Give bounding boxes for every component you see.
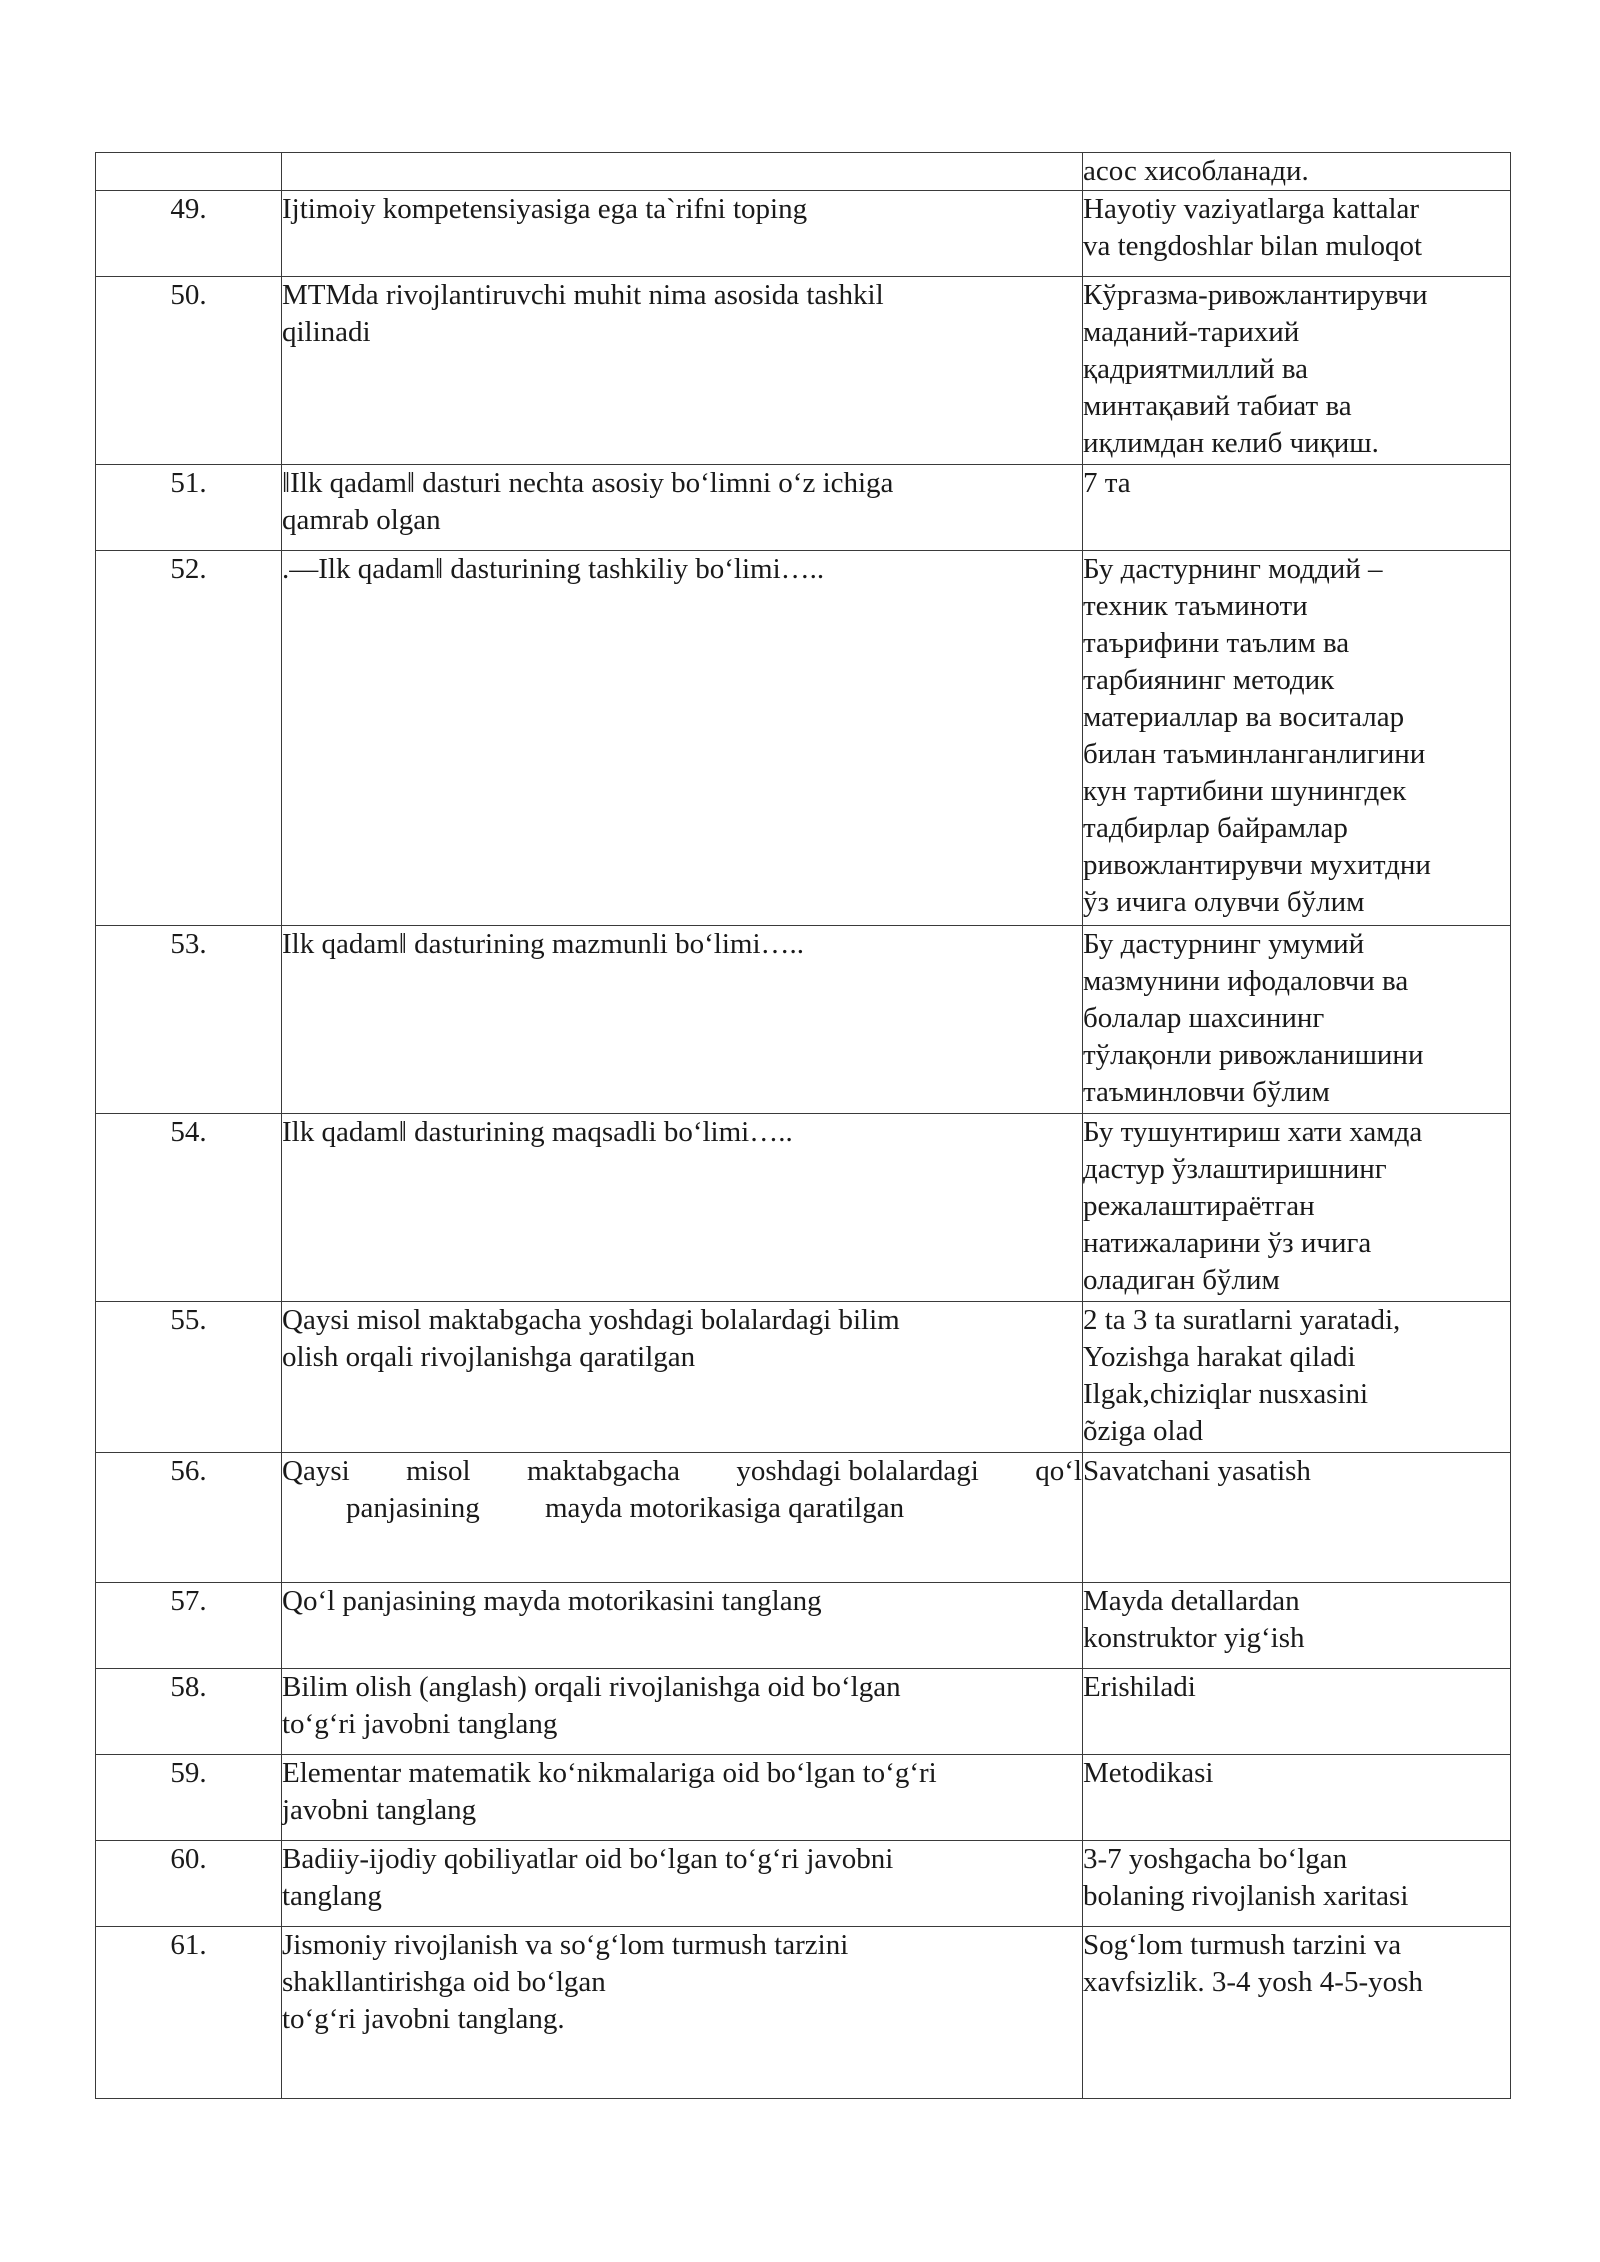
question-line: Ilk qadam‖ dasturining mazmunli bo‘limi….. — [282, 928, 804, 960]
question-line: Jismoniy rivojlanish va so‘g‘lom turmush tarzini — [282, 1929, 849, 1961]
question-cell — [282, 277, 1083, 465]
answer-line: 3-7 yoshgacha bo‘lgan — [1083, 1843, 1348, 1875]
answer-line: тўлақонли ривожланишини — [1083, 1039, 1424, 1071]
question-cell — [282, 1669, 1083, 1755]
table-row — [96, 1927, 1511, 2099]
answer-line: таъминловчи бўлим — [1083, 1076, 1330, 1108]
question-cell — [282, 551, 1083, 926]
question-line: javobni tanglang — [282, 1794, 477, 1826]
question-number: 53. — [96, 926, 282, 1114]
question-cell — [282, 1927, 1083, 2099]
answer-line: va tengdoshlar bilan muloqot — [1083, 230, 1423, 262]
answer-cell — [1083, 277, 1511, 465]
answer-line: Metodikasi — [1083, 1757, 1214, 1789]
answer-line: 2 ta 3 ta suratlarni yaratadi, — [1083, 1304, 1401, 1336]
question-line: to‘g‘ri javobni tanglang. — [282, 2003, 565, 2035]
answer-line: иқлимдан келиб чиқиш. — [1083, 427, 1379, 459]
table-row — [96, 551, 1511, 926]
question-number: 55. — [96, 1302, 282, 1453]
answer-cell — [1083, 153, 1511, 191]
question-line: panjasining mayda motorikasiga qaratilgan — [346, 1492, 905, 1524]
answer-line: Sog‘lom turmush tarzini va — [1083, 1929, 1402, 1961]
question-number: 58. — [96, 1669, 282, 1755]
answer-line: маданий-тарихий — [1083, 316, 1300, 348]
answer-line: konstruktor yig‘ish — [1083, 1622, 1305, 1654]
answer-cell — [1083, 1841, 1511, 1927]
answer-cell — [1083, 551, 1511, 926]
question-cell — [282, 465, 1083, 551]
question-line: qilinadi — [282, 316, 371, 348]
question-line: tanglang — [282, 1880, 382, 1912]
qa-table-body — [96, 153, 1511, 2099]
table-row — [96, 153, 1511, 191]
answer-line: xavfsizlik. 3-4 yosh 4-5-yosh — [1083, 1966, 1423, 1998]
answer-line: Ilgak,chiziqlar nusxasini — [1083, 1378, 1369, 1410]
answer-line: Mayda detallardan — [1083, 1585, 1300, 1617]
question-word: misol — [406, 1455, 471, 1487]
question-line: shakllantirishga oid bo‘lgan — [282, 1966, 606, 1998]
answer-cell — [1083, 1453, 1511, 1583]
answer-line: Бу дастурнинг умумий — [1083, 928, 1365, 960]
table-row — [96, 1841, 1511, 1927]
question-line: MTMda rivojlantiruvchi muhit nima asosida tashkil — [282, 279, 884, 311]
question-line: Bilim olish (anglash) orqali rivojlanishga oid bo‘lgan — [282, 1671, 901, 1703]
answer-cell — [1083, 1583, 1511, 1669]
answer-line: материаллар ва воситалар — [1083, 701, 1405, 733]
answer-cell — [1083, 1927, 1511, 2099]
question-line: olish orqali rivojlanishga qaratilgan — [282, 1341, 696, 1373]
answer-line: натижаларини ўз ичига — [1083, 1227, 1372, 1259]
answer-line: Erishiladi — [1083, 1671, 1196, 1703]
table-row — [96, 1669, 1511, 1755]
question-cell — [282, 1755, 1083, 1841]
question-number: 51. — [96, 465, 282, 551]
question-word: yoshdagi bolalardagi — [736, 1455, 979, 1487]
question-word: maktabgacha — [526, 1455, 680, 1487]
question-line: Qo‘l panjasining mayda motorikasini tanglang — [282, 1585, 822, 1617]
answer-cell — [1083, 1755, 1511, 1841]
question-number: 56. — [96, 1453, 282, 1583]
table-row — [96, 191, 1511, 277]
answer-line: 7 та — [1083, 467, 1131, 499]
question-number: 61. — [96, 1927, 282, 2099]
table-row — [96, 465, 1511, 551]
question-line: Badiiy-ijodiy qobiliyatlar oid bo‘lgan to‘g‘ri javobni — [282, 1843, 894, 1875]
answer-cell — [1083, 1114, 1511, 1302]
answer-line: Yozishga harakat qiladi — [1083, 1341, 1356, 1373]
answer-cell — [1083, 191, 1511, 277]
question-number — [96, 153, 282, 191]
question-cell — [282, 153, 1083, 191]
question-number: 50. — [96, 277, 282, 465]
question-line: Ijtimoiy kompetensiyasiga ega ta`rifni toping — [282, 193, 808, 225]
answer-line: bolaning rivojlanish xaritasi — [1083, 1880, 1409, 1912]
answer-line: кун тартибини шунингдек — [1083, 775, 1407, 807]
question-line: ‖Ilk qadam‖ dasturi nechta asosiy bo‘limni o‘z ichiga — [282, 467, 894, 499]
answer-line: режалаштираётган — [1083, 1190, 1315, 1222]
answer-cell — [1083, 1302, 1511, 1453]
question-line: to‘g‘ri javobni tanglang — [282, 1708, 558, 1740]
answer-line: Savatchani yasatish — [1083, 1455, 1311, 1487]
question-number: 57. — [96, 1583, 282, 1669]
table-row — [96, 1302, 1511, 1453]
answer-line: билан таъминланганлигини — [1083, 738, 1426, 770]
question-line: Qaysi misol maktabgacha yoshdagi bolalardagi bilim — [282, 1304, 900, 1336]
answer-line: тарбиянинг методик — [1083, 664, 1335, 696]
answer-line: ривожлантирувчи мухитдни — [1083, 849, 1431, 881]
qa-table — [95, 152, 1511, 2099]
question-number: 52. — [96, 551, 282, 926]
answer-cell — [1083, 926, 1511, 1114]
question-cell — [282, 1453, 1083, 1583]
question-line — [282, 1453, 1082, 1490]
question-cell — [282, 1841, 1083, 1927]
answer-line: оладиган бўлим — [1083, 1264, 1280, 1296]
answer-line: таърифини таълим ва — [1083, 627, 1350, 659]
answer-line: мазмунини ифодаловчи ва — [1083, 965, 1409, 997]
question-cell — [282, 1114, 1083, 1302]
question-cell — [282, 1302, 1083, 1453]
answer-line: Бу тушунтириш хати хамда — [1083, 1116, 1423, 1148]
answer-line: õziga olad — [1083, 1415, 1203, 1447]
question-line: .―Ilk qadam‖ dasturining tashkiliy bo‘limi….. — [282, 553, 825, 585]
answer-line: тадбирлар байрамлар — [1083, 812, 1348, 844]
table-row — [96, 277, 1511, 465]
question-line: Ilk qadam‖ dasturining maqsadli bo‘limi….. — [282, 1116, 793, 1148]
table-row — [96, 926, 1511, 1114]
answer-line: минтақавий табиат ва — [1083, 390, 1352, 422]
question-cell — [282, 926, 1083, 1114]
question-line: Elementar matematik ko‘nikmalariga oid bo‘lgan to‘g‘ri — [282, 1757, 937, 1789]
answer-cell — [1083, 465, 1511, 551]
question-cell — [282, 1583, 1083, 1669]
table-row — [96, 1755, 1511, 1841]
answer-line: қадриятмиллий ва — [1083, 353, 1309, 385]
answer-line: Бу дастурнинг моддий – — [1083, 553, 1383, 585]
answer-line: техник таъминоти — [1083, 590, 1308, 622]
question-word: Qaysi — [282, 1455, 350, 1487]
answer-line: Hayotiy vaziyatlarga kattalar — [1083, 193, 1420, 225]
question-cell — [282, 191, 1083, 277]
question-word: qo‘l — [1035, 1455, 1082, 1487]
table-row — [96, 1114, 1511, 1302]
answer-line: болалар шахсининг — [1083, 1002, 1325, 1034]
question-number: 60. — [96, 1841, 282, 1927]
answer-cell — [1083, 1669, 1511, 1755]
answer-line: ўз ичига олувчи бўлим — [1083, 886, 1365, 918]
answer-line: Кўргазма-ривожлантирувчи — [1083, 279, 1428, 311]
answer-line: асос хисобланади. — [1083, 155, 1309, 187]
table-row — [96, 1583, 1511, 1669]
question-number: 49. — [96, 191, 282, 277]
question-number: 54. — [96, 1114, 282, 1302]
question-number: 59. — [96, 1755, 282, 1841]
question-line: qamrab olgan — [282, 504, 441, 536]
table-row — [96, 1453, 1511, 1583]
answer-line: дастур ўзлаштиришнинг — [1083, 1153, 1387, 1185]
